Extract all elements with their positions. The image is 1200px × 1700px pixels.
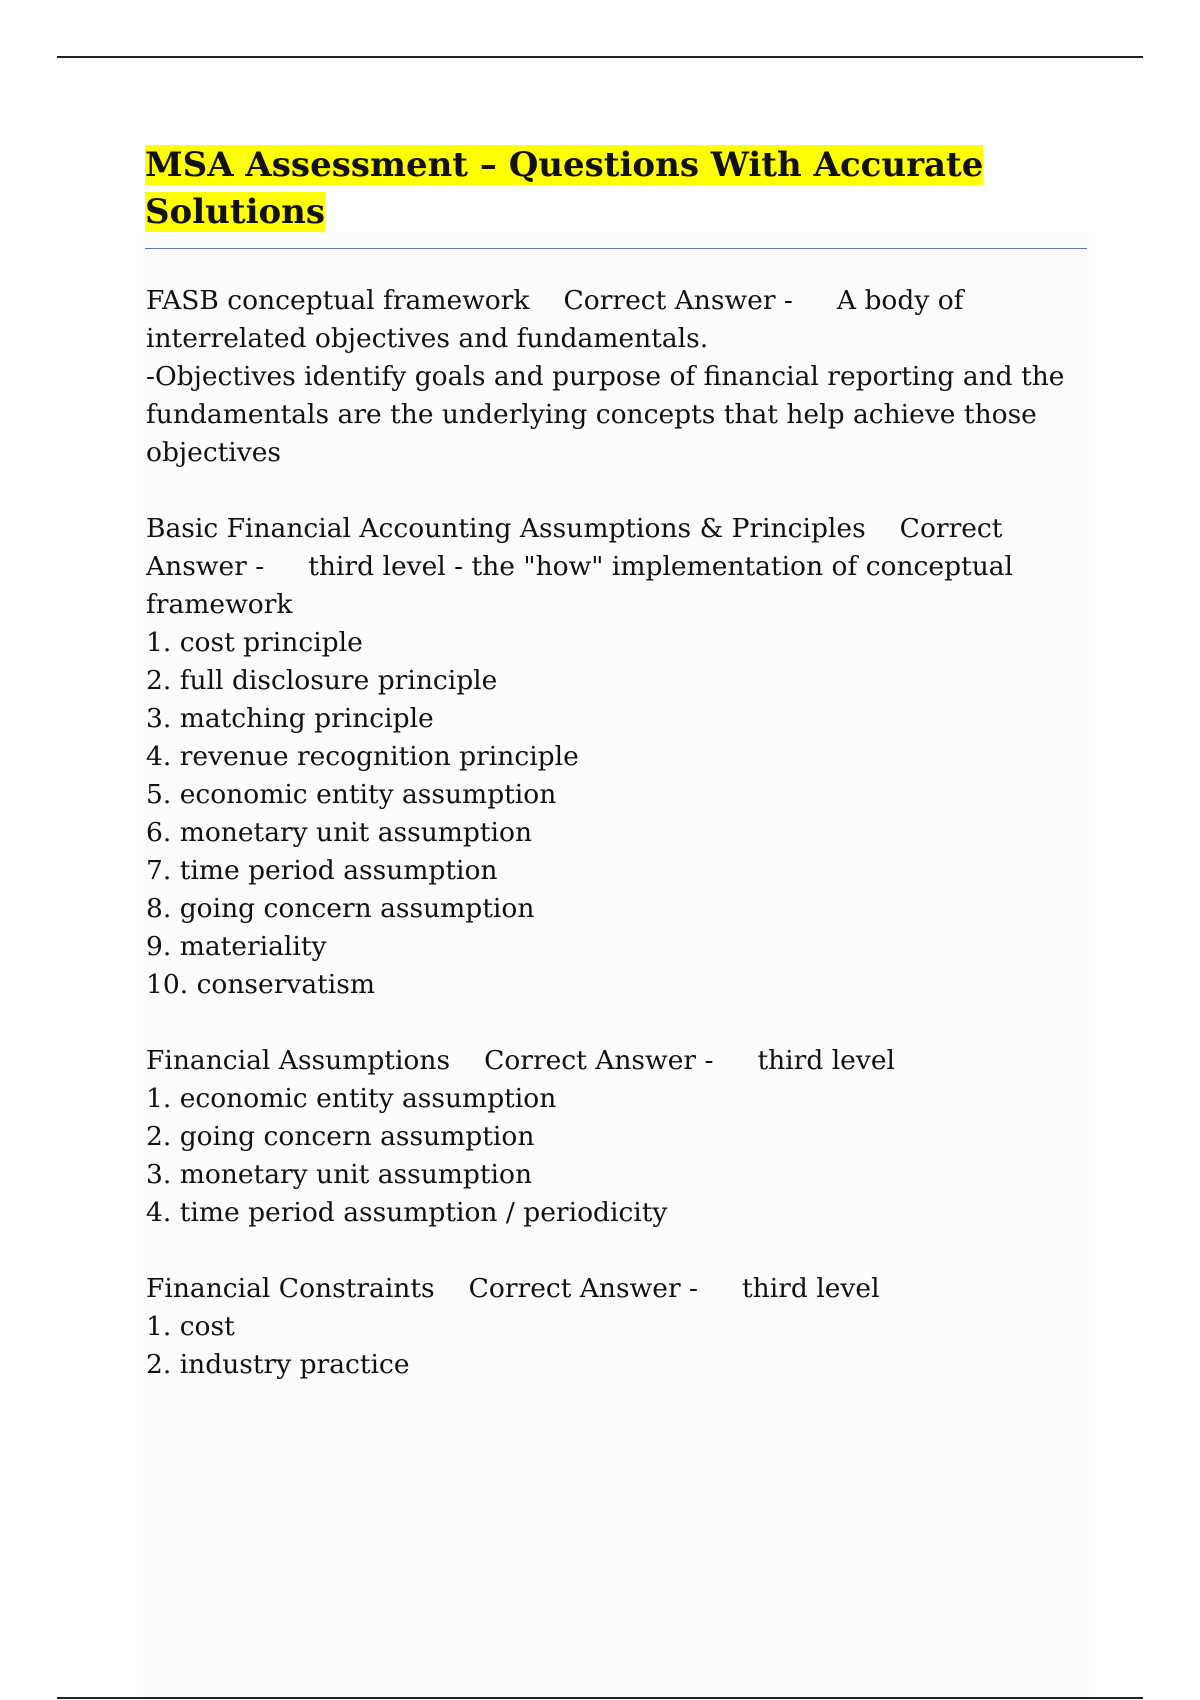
list-item: 7. time period assumption (146, 855, 498, 886)
qa-answer-label: Correct Answer - (468, 1273, 699, 1304)
qa-term: Financial Constraints (146, 1273, 435, 1304)
list-item: 6. monetary unit assumption (146, 817, 533, 848)
list-item: 4. revenue recognition principle (146, 741, 579, 772)
qa-answer-label: Correct Answer - (146, 513, 1003, 582)
qa-entry (146, 282, 1091, 472)
list-item: 5. economic entity assumption (146, 779, 557, 810)
list-item: 2. full disclosure principle (146, 665, 498, 696)
qa-answer-label: Correct Answer - (563, 285, 793, 316)
list-item: 9. materiality (146, 931, 327, 962)
qa-answer-label: Correct Answer - (484, 1045, 714, 1076)
document-body (146, 282, 1091, 1422)
title-highlight: MSA Assessment – Questions With Accurate Solutions (145, 145, 984, 232)
list-item: 1. cost principle (146, 627, 363, 658)
qa-question-line (146, 282, 1091, 358)
header-rule (57, 56, 1143, 58)
qa-entry (146, 1042, 1091, 1232)
qa-question-line (146, 510, 1091, 624)
qa-term: FASB conceptual framework (146, 285, 530, 316)
document-title (145, 142, 1045, 236)
qa-answer: third level - the "how" implementation of conceptual framework (146, 551, 1014, 620)
list-item: 3. monetary unit assumption (146, 1159, 533, 1190)
qa-term: Financial Assumptions (146, 1045, 451, 1076)
qa-entry (146, 510, 1091, 1004)
qa-question-line (146, 1270, 1091, 1308)
qa-extra-line: -Objectives identify goals and purpose of financial reporting and the fundamentals are the underlying concepts that help achieve those objectives (146, 361, 1065, 468)
list-item: 10. conservatism (146, 969, 376, 1000)
footer-rule (57, 1697, 1143, 1699)
list-item: 4. time period assumption / periodicity (146, 1197, 668, 1228)
list-item: 3. matching principle (146, 703, 434, 734)
title-underline (145, 248, 1087, 249)
qa-list (146, 1308, 1091, 1384)
list-item: 1. economic entity assumption (146, 1083, 557, 1114)
qa-term: Basic Financial Accounting Assumptions & Principles (146, 513, 866, 544)
qa-entry (146, 1270, 1091, 1384)
list-item: 1. cost (146, 1311, 235, 1342)
qa-answer: A body of interrelated objectives and fundamentals. (146, 285, 964, 354)
qa-list (146, 624, 1091, 1004)
qa-answer: third level (757, 1045, 895, 1076)
qa-question-line (146, 1042, 1091, 1080)
list-item: 8. going concern assumption (146, 893, 535, 924)
qa-answer: third level (742, 1273, 880, 1304)
list-item: 2. industry practice (146, 1349, 410, 1380)
qa-list (146, 1080, 1091, 1232)
list-item: 2. going concern assumption (146, 1121, 535, 1152)
